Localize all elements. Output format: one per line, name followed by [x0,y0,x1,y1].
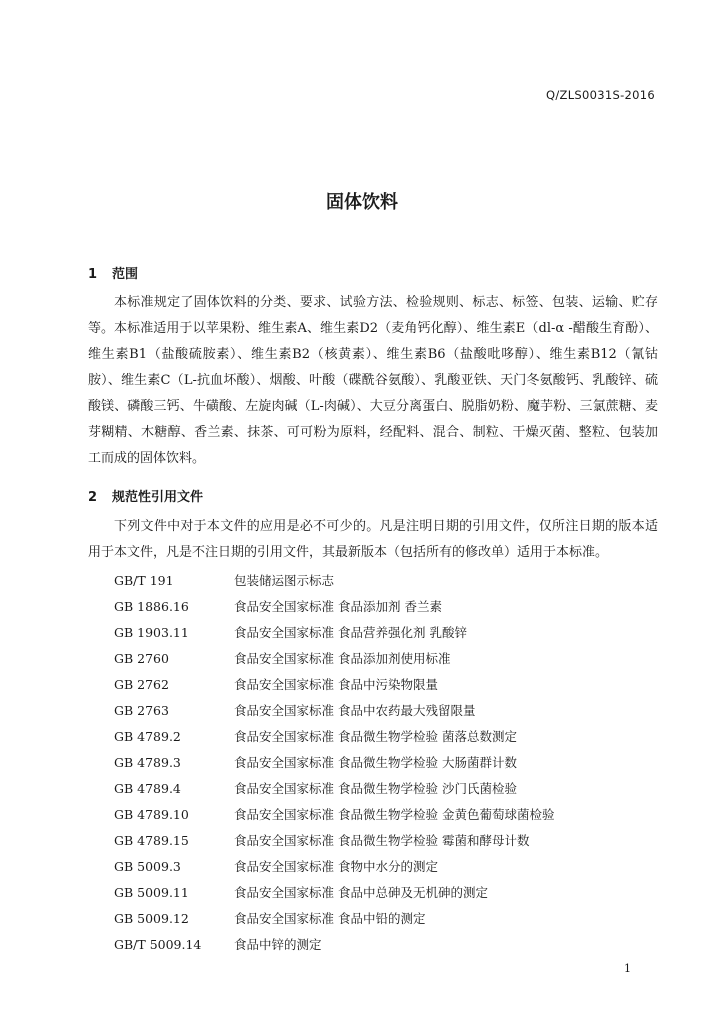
reference-title: 食品安全国家标准 食品微生物学检验 菌落总数测定 [234,729,517,744]
reference-code: GB 1903.11 [114,625,189,640]
section-1-paragraph-1: 本标准规定了固体饮料的分类、要求、试验方法、检验规则、标志、标签、包装、运输、贮存等。 [88,295,658,336]
section-2-title: 规范性引用文件 [112,490,204,505]
section-2-heading [88,486,203,505]
reference-code: GB 5009.12 [114,911,189,926]
section-1-number: 1 [88,267,98,282]
reference-code: GB 4789.15 [114,833,189,848]
reference-code: GB/T 5009.14 [114,937,202,952]
reference-row [114,594,654,620]
reference-title: 食品安全国家标准 食品微生物学检验 霉菌和酵母计数 [234,833,530,848]
section-1-title: 范围 [112,267,139,282]
reference-title: 食品安全国家标准 食品微生物学检验 金黄色葡萄球菌检验 [234,807,555,822]
reference-row [114,568,654,594]
reference-title: 食品安全国家标准 食品添加剂使用标准 [234,651,451,666]
reference-code: GB/T 191 [114,573,174,588]
reference-row [114,906,654,932]
reference-row [114,932,654,958]
document-title: 固体饮料 [326,192,398,213]
reference-code: GB 5009.3 [114,859,181,874]
reference-row [114,672,654,698]
reference-code: GB 2762 [114,677,169,692]
reference-row [114,828,654,854]
reference-row [114,646,654,672]
reference-row [114,698,654,724]
reference-code: GB 4789.2 [114,729,181,744]
page-number: 1 [624,962,631,975]
reference-code: GB 2760 [114,651,169,666]
reference-code: GB 2763 [114,703,169,718]
reference-row [114,750,654,776]
section-2-number: 2 [88,490,98,505]
reference-title: 食品中锌的测定 [234,937,322,952]
reference-code: GB 1886.16 [114,599,189,614]
reference-title: 食品安全国家标准 食品添加剂 香兰素 [234,599,442,614]
reference-row [114,620,654,646]
reference-code: GB 4789.10 [114,807,189,822]
reference-code: GB 4789.4 [114,781,181,796]
reference-title: 食品安全国家标准 食品中总砷及无机砷的测定 [234,885,488,900]
reference-title: 食品安全国家标准 食品微生物学检验 大肠菌群计数 [234,755,517,770]
section-2-paragraph-1: 下列文件中对于本文件的应用是必不可少的。凡是注明日期的引用文件，仅所注日期的版本适用于本文件，凡是不注日期的引用文件，其最新版本（包括所有的修改单）适用于本标准。 [88,519,658,560]
section-1-heading [88,263,138,282]
standard-code: Q/ZLS0031S-2016 [546,88,655,102]
reference-code: GB 4789.3 [114,755,181,770]
reference-row [114,724,654,750]
reference-row [114,802,654,828]
section-1-paragraph-2: 本标准适用于以苹果粉、维生素A、维生素D2（麦角钙化醇）、维生素E（dl-α -醋酸生育酚）、维生素B1（盐酸硫胺素）、维生素B2（核黄素）、维生素B6（盐酸吡哆醇）、维生素B12（氰钴胺）、维生素C（L-抗血坏酸）、烟酸、叶酸（碟酰谷氨酸）、乳酸亚铁、天门冬氨酸钙、乳酸锌、硫酸镁、磷酸三钙、牛磺酸、左旋肉碱（L-肉碱）、大豆分离蛋白、脱脂奶粉、魔芋粉、三氯蔗糖、麦芽糊精、木糖醇、香兰素、抹茶、可可粉为原料，经配料、混合、制粒、干燥灭菌、整粒、包装加工而成的固体饮料。 [88,321,658,466]
reference-title: 食品安全国家标准 食品微生物学检验 沙门氏菌检验 [234,781,517,796]
reference-title: 包装储运图示标志 [234,573,335,588]
reference-row [114,854,654,880]
reference-title: 食品安全国家标准 食品中农药最大残留限量 [234,703,476,718]
reference-title: 食品安全国家标准 食品营养强化剂 乳酸锌 [234,625,467,640]
reference-title: 食品安全国家标准 食品中铅的测定 [234,911,426,926]
reference-title: 食品安全国家标准 食品中污染物限量 [234,677,438,692]
normative-reference-list [114,568,654,958]
reference-row [114,776,654,802]
reference-row [114,880,654,906]
reference-title: 食品安全国家标准 食物中水分的测定 [234,859,438,874]
reference-code: GB 5009.11 [114,885,189,900]
